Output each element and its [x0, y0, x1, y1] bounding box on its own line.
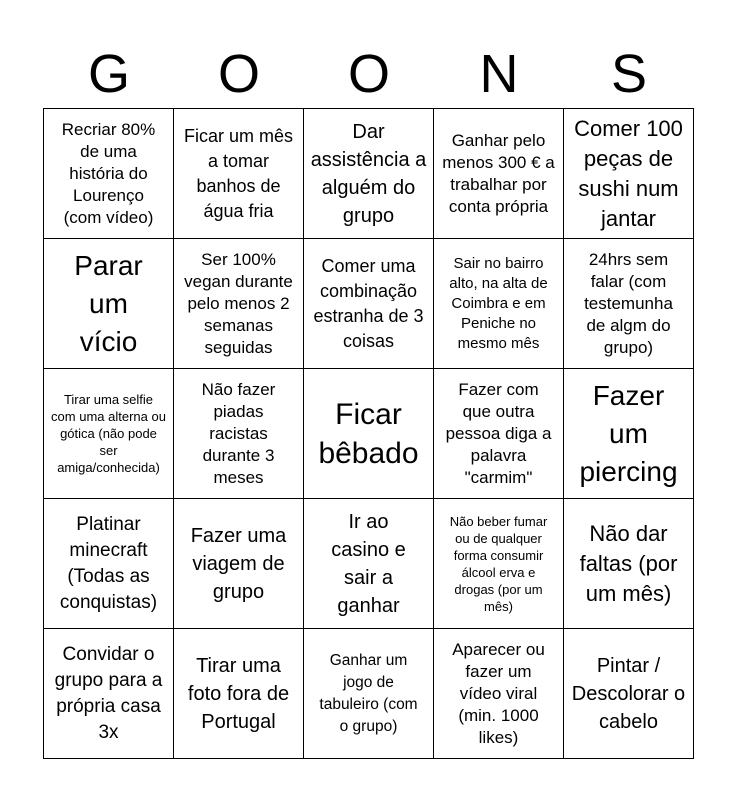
bingo-cell[interactable]	[304, 239, 434, 369]
bingo-cell[interactable]	[434, 109, 564, 239]
cell-text: Platinar minecraft (Todas as conquistas)	[59, 513, 158, 613]
cell-text: Não fazer piadas racistas durante 3 meses	[201, 379, 276, 487]
bingo-cell[interactable]	[434, 499, 564, 629]
cell-text: Convidar o grupo para a própria casa 3x	[54, 643, 163, 743]
header-letter-g: G	[87, 44, 130, 104]
cell-text: Não beber fumar ou de qualquer forma consumir álcool erva e drogas (por um mês)	[449, 513, 548, 614]
bingo-cell[interactable]	[44, 499, 174, 629]
cell-text: Ganhar pelo menos 300 € a trabalhar por conta própria	[442, 130, 555, 216]
header-letter-n: N	[479, 44, 519, 104]
header-letter-o2: O	[347, 44, 390, 104]
bingo-cell[interactable]	[174, 629, 304, 759]
bingo-cell[interactable]	[564, 629, 694, 759]
bingo-cell[interactable]	[44, 239, 174, 369]
header-letter-o1: O	[217, 44, 260, 104]
bingo-cell[interactable]	[174, 499, 304, 629]
bingo-cell[interactable]	[174, 239, 304, 369]
cell-text: Fazer com que outra pessoa diga a palavra "carmim"	[445, 379, 552, 487]
cell-text: Comer 100 peças de sushi num jantar	[574, 115, 683, 231]
cell-text: Ganhar um jogo de tabuleiro (com o grupo)	[319, 651, 418, 735]
bingo-grid	[43, 108, 694, 759]
cell-text: Ficar bêbado	[318, 397, 419, 470]
cell-text: Comer uma combinação estranha de 3 coisas	[313, 255, 424, 351]
header-letter-s: S	[610, 44, 648, 104]
cell-text: Sair no bairro alto, na alta de Coimbra e em Peniche no mesmo mês	[449, 254, 548, 352]
bingo-cell[interactable]	[44, 369, 174, 499]
cell-text: Fazer um piercing	[579, 379, 678, 487]
bingo-cell[interactable]	[564, 369, 694, 499]
cell-text: Tirar uma selfie com uma alterna ou gótica (não pode ser amiga/conhecida)	[51, 392, 166, 475]
bingo-cell[interactable]	[174, 109, 304, 239]
cell-text: Parar um vício	[74, 249, 143, 357]
cell-text: 24hrs sem falar (com testemunha de algm do grupo)	[584, 249, 673, 357]
bingo-cell[interactable]	[174, 369, 304, 499]
cell-text: Dar assistência a alguém do grupo	[310, 120, 427, 227]
bingo-cell[interactable]	[564, 109, 694, 239]
cell-text: Ser 100% vegan durante pelo menos 2 semanas seguidas	[184, 249, 293, 357]
cell-text: Não dar faltas (por um mês)	[579, 520, 678, 606]
cell-text: Tirar uma foto fora de Portugal	[187, 654, 290, 733]
cell-text: Recriar 80% de uma história do Lourenço (com vídeo)	[61, 119, 156, 227]
cell-text: Ficar um mês a tomar banhos de água fria	[183, 125, 293, 221]
bingo-cell[interactable]	[304, 629, 434, 759]
cell-text: Aparecer ou fazer um vídeo viral (min. 1000 likes)	[452, 639, 545, 747]
bingo-cell[interactable]	[44, 629, 174, 759]
bingo-cell[interactable]	[564, 499, 694, 629]
bingo-cell[interactable]	[434, 239, 564, 369]
bingo-cell[interactable]	[304, 369, 434, 499]
bingo-cell[interactable]	[434, 629, 564, 759]
bingo-cell[interactable]	[44, 109, 174, 239]
bingo-header	[44, 40, 694, 108]
bingo-cell[interactable]	[434, 369, 564, 499]
bingo-cell[interactable]	[304, 499, 434, 629]
bingo-cell[interactable]	[304, 109, 434, 239]
bingo-cell[interactable]	[564, 239, 694, 369]
cell-text: Ir ao casino e sair a ganhar	[331, 510, 406, 617]
cell-text: Pintar / Descolorar o cabelo	[571, 654, 686, 733]
cell-text: Fazer uma viagem de grupo	[190, 524, 287, 603]
